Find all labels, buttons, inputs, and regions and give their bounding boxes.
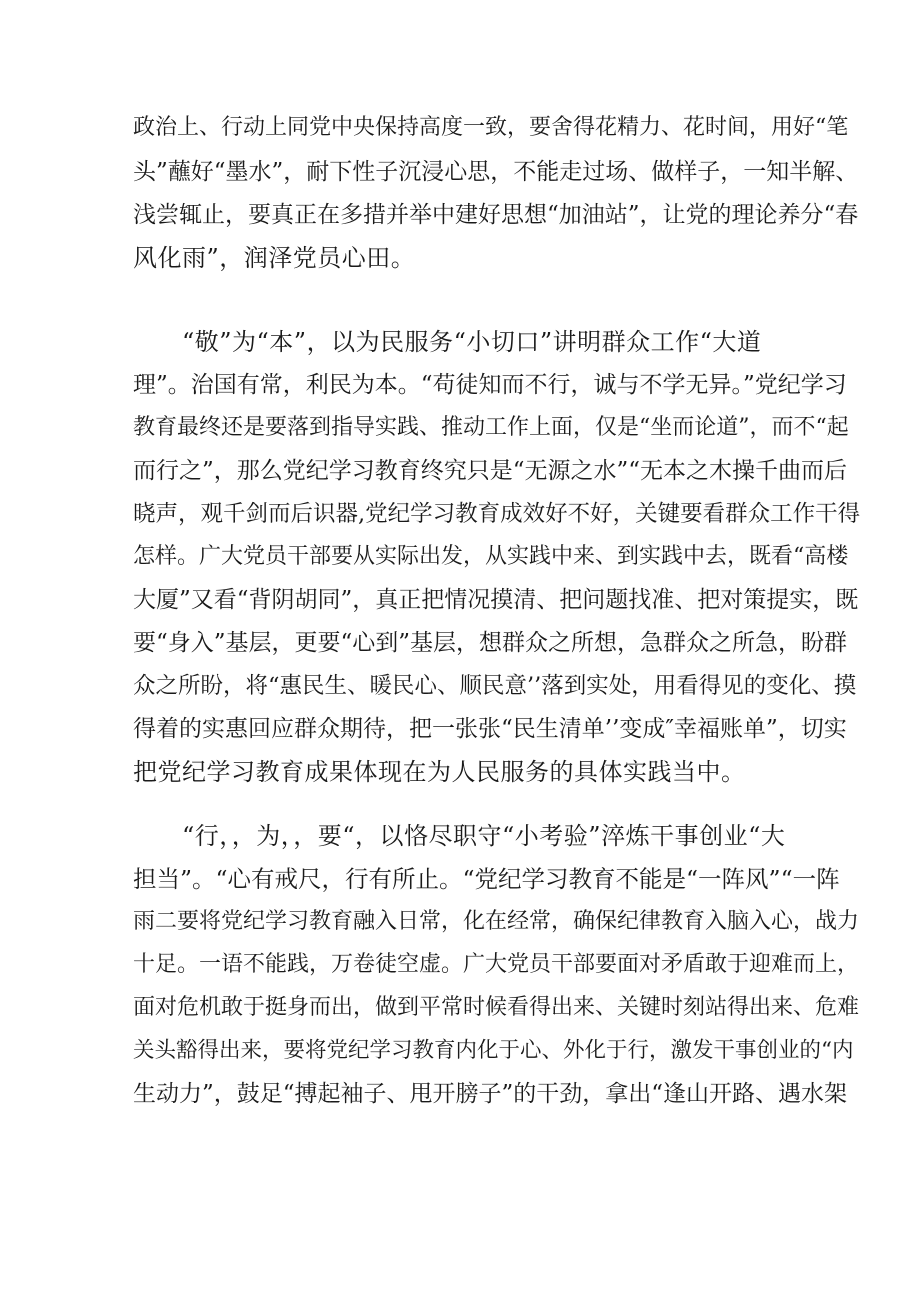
paragraph-2-line: 众之所盼，将“惠民生、暖民心、顺民意’’落到实处，用看得见的变化、摸 — [133, 673, 857, 699]
paragraph-2-line: 而行之”，那么党纪学习教育终究只是“无源之水”“无本之木操千曲而后 — [133, 458, 848, 484]
paragraph-1-line: 风化雨”，润泽党员心田。 — [133, 244, 416, 272]
paragraph-1-line: 政治上、行动上同党中央保持高度一致，要舍得花精力、花时间，用好“笔 — [133, 115, 849, 140]
paragraph-2-line: 把党纪学习教育成果体现在为人民服务的具体实践当中。 — [133, 758, 746, 786]
paragraph-2-line: 要“身入”基层，更要“心到”基层，想群众之所想，急群众之所急，盼群 — [133, 630, 848, 656]
paragraph-3-line: 生动力”，鼓足“搏起袖子、甩开膀子”的干劲，拿出“逢山开路、遇水架 — [133, 1081, 848, 1107]
paragraph-2-line: 教育最终还是要落到指导实践、推动工作上面，仅是“坐而论道”，而不“起 — [133, 415, 849, 440]
paragraph-1-line: 头”蘸好“墨水”，耐下性子沉浸心思，不能走过场、做样子，一知半解、 — [133, 159, 859, 185]
paragraph-2-line: 得着的实惠回应群众期待，把一张张“民生清单’’变成″幸福账单”，切实 — [133, 716, 847, 742]
paragraph-2-line: “敬”为“本”，以为民服务“小切口”讲明群众工作“大道 — [182, 328, 762, 356]
paragraph-2-line: 大厦”又看“背阴胡同”，真正把情况摸清、把问题找准、把对策提实，既 — [133, 587, 859, 613]
paragraph-2-line: 理”。治国有常，利民为本。“苟徒知而不行，诚与不学无异。”党纪学习 — [133, 372, 847, 398]
paragraph-2-line: 晓声，观千剑而后识器,党纪学习教育成效好不好，关键要看群众工作干得 — [133, 501, 861, 527]
paragraph-1-line: 浅尝辄止，要真正在多措并举中建好思想“加油站”，让党的理论养分“春 — [133, 202, 859, 228]
paragraph-3-line: 十足。一语不能践，万卷徒空虚。广大党员干部要面对矛盾敢于迎难而上， — [133, 952, 860, 977]
paragraph-3-line: 关头豁得出来，要将党纪学习教育内化于心、外化于行，激发干事创业的“内 — [133, 1038, 854, 1063]
paragraph-2-line: 怎样。广大党员干部要从实际出发，从实践中来、到实践中去，既看“高楼 — [133, 544, 849, 569]
paragraph-3-line: “行，，为，，要“，以恪尽职守“小考验”淬炼干事创业“大 — [182, 822, 786, 850]
paragraph-3-line: 担当”。“心有戒尺，行有所止。“党纪学习教育不能是“一阵风”“一阵 — [133, 865, 840, 893]
paragraph-3-line: 雨二要将党纪学习教育融入日常，化在经常，确保纪律教育入脑入心，战力 — [133, 909, 860, 934]
paragraph-3-line: 面对危机敢于挺身而出，做到平常时候看得出来、关键时刻站得出来、危难 — [133, 995, 860, 1020]
